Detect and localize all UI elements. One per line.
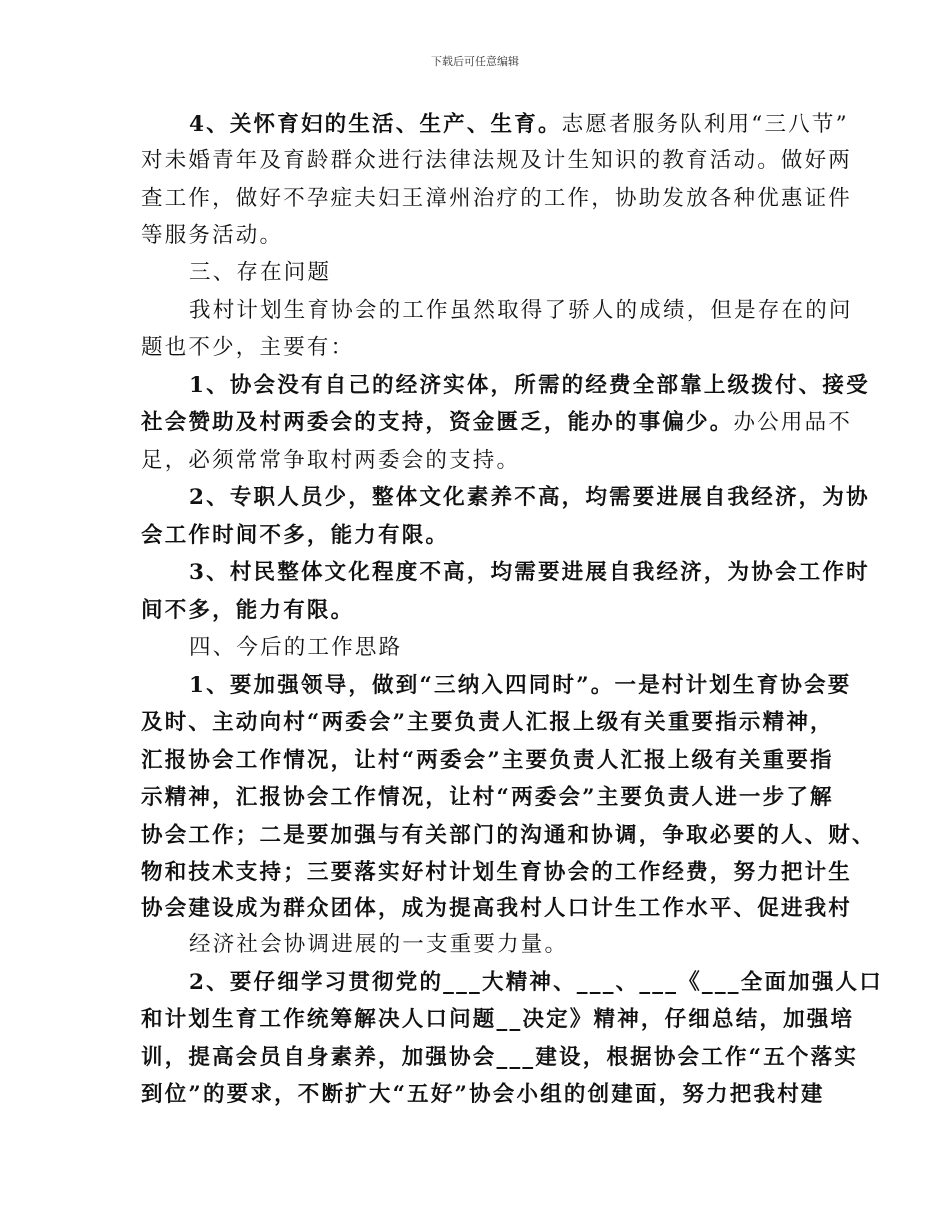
text-line (141, 221, 283, 251)
text-bold: 3、村民整体文化程度不高，均需要进展自我经济，为协会工作时 (189, 560, 870, 585)
text-bold: 间不多，能力有限。 (141, 598, 355, 623)
text-bold: 2、要仔细学习贯彻党的___大精神、___、___《___全面加强人口 (189, 970, 883, 995)
text-bold: 及时、主动向村“两委会”主要负责人汇报上级有关重要指示精神， (141, 710, 834, 735)
text-line (141, 146, 852, 176)
page-header: 下载后可任意编辑 (431, 55, 519, 68)
text-normal: 志愿者服务队利用“三八节” (561, 112, 849, 137)
text-normal: 四、今后的工作思路 (189, 635, 403, 660)
text-line (141, 408, 852, 438)
text-bold: 2、专职人员少，整体文化素养不高，均需要进展自我经济，为协 (189, 485, 870, 510)
text-bold: 会工作时间不多，能力有限。 (141, 523, 450, 548)
text-bold: 到位”的要求，不断扩大“五好”协会小组的创建面，努力把我村建 (141, 1082, 825, 1107)
text-normal: 足，必须常常争取村两委会的支持。 (141, 448, 521, 473)
text-bold: 和计划生育工作统筹解决人口问题__决定》精神，仔细总结，加强培 (141, 1007, 855, 1032)
text-bold: 汇报协会工作情况，让村“两委会”主要负责人汇报上级有关重要指 (141, 748, 834, 773)
text-bold: 示精神，汇报协会工作情况，让村“两委会”主要负责人进一步了解 (141, 785, 834, 810)
text-line (189, 930, 568, 960)
text-line (141, 184, 852, 214)
text-line (189, 671, 852, 701)
text-normal: 我村计划生育协会的工作虽然取得了骄人的成绩，但是存在的问 (189, 298, 853, 323)
text-bold: 物和技术支持；三要落实好村计划生育协会的工作经费，努力把计生 (141, 860, 853, 885)
text-normal: 对未婚青年及育龄群众进行法律法规及计生知识的教育活动。做好两 (141, 148, 853, 173)
section-heading (189, 633, 402, 663)
text-line (141, 446, 520, 476)
text-line (141, 596, 354, 626)
text-normal: 三、存在问题 (189, 260, 332, 285)
text-bold: 4、关怀育妇的生活、生产、生育。 (189, 112, 562, 137)
text-line (141, 858, 852, 888)
text-normal: 查工作，做好不孕症夫妇王漳州治疗的工作，协助发放各种优惠证件 (141, 186, 853, 211)
text-bold: 1、要加强领导，做到“三纳入四同时”。一是村计划生育协会要 (189, 673, 852, 698)
text-bold: 协会建设成为群众团体，成为提高我村人口计生工作水平、促进我村 (141, 896, 853, 921)
text-line (189, 968, 883, 998)
text-line (141, 708, 834, 738)
text-normal: 经济社会协调进展的一支重要力量。 (189, 932, 569, 957)
text-line (141, 821, 876, 851)
text-normal: 办公用品不 (733, 410, 853, 435)
text-normal: 题也不少，主要有： (141, 335, 355, 360)
text-bold: 协会工作；二是要加强与有关部门的沟通和协调，争取必要的人、财、 (141, 823, 876, 848)
text-bold: 训，提高会员自身素养，加强协会___建设，根据协会工作“五个落实 (141, 1045, 859, 1070)
text-normal: 等服务活动。 (141, 223, 284, 248)
text-bold: 社会赞助及村两委会的支持，资金匮乏，能办的事偏少。 (141, 410, 734, 435)
text-line (141, 894, 852, 924)
text-line (141, 1005, 854, 1035)
text-line (141, 746, 834, 776)
text-line (189, 483, 870, 513)
text-line (141, 1080, 825, 1110)
text-line (189, 558, 870, 588)
text-line (189, 371, 870, 401)
section-heading (189, 258, 331, 288)
text-line (189, 296, 853, 326)
text-line (189, 110, 849, 140)
text-bold: 1、协会没有自己的经济实体，所需的经费全部靠上级拨付、接受 (189, 373, 870, 398)
text-line (141, 783, 834, 813)
text-line (141, 333, 354, 363)
text-line (141, 1043, 858, 1073)
text-line (141, 521, 449, 551)
